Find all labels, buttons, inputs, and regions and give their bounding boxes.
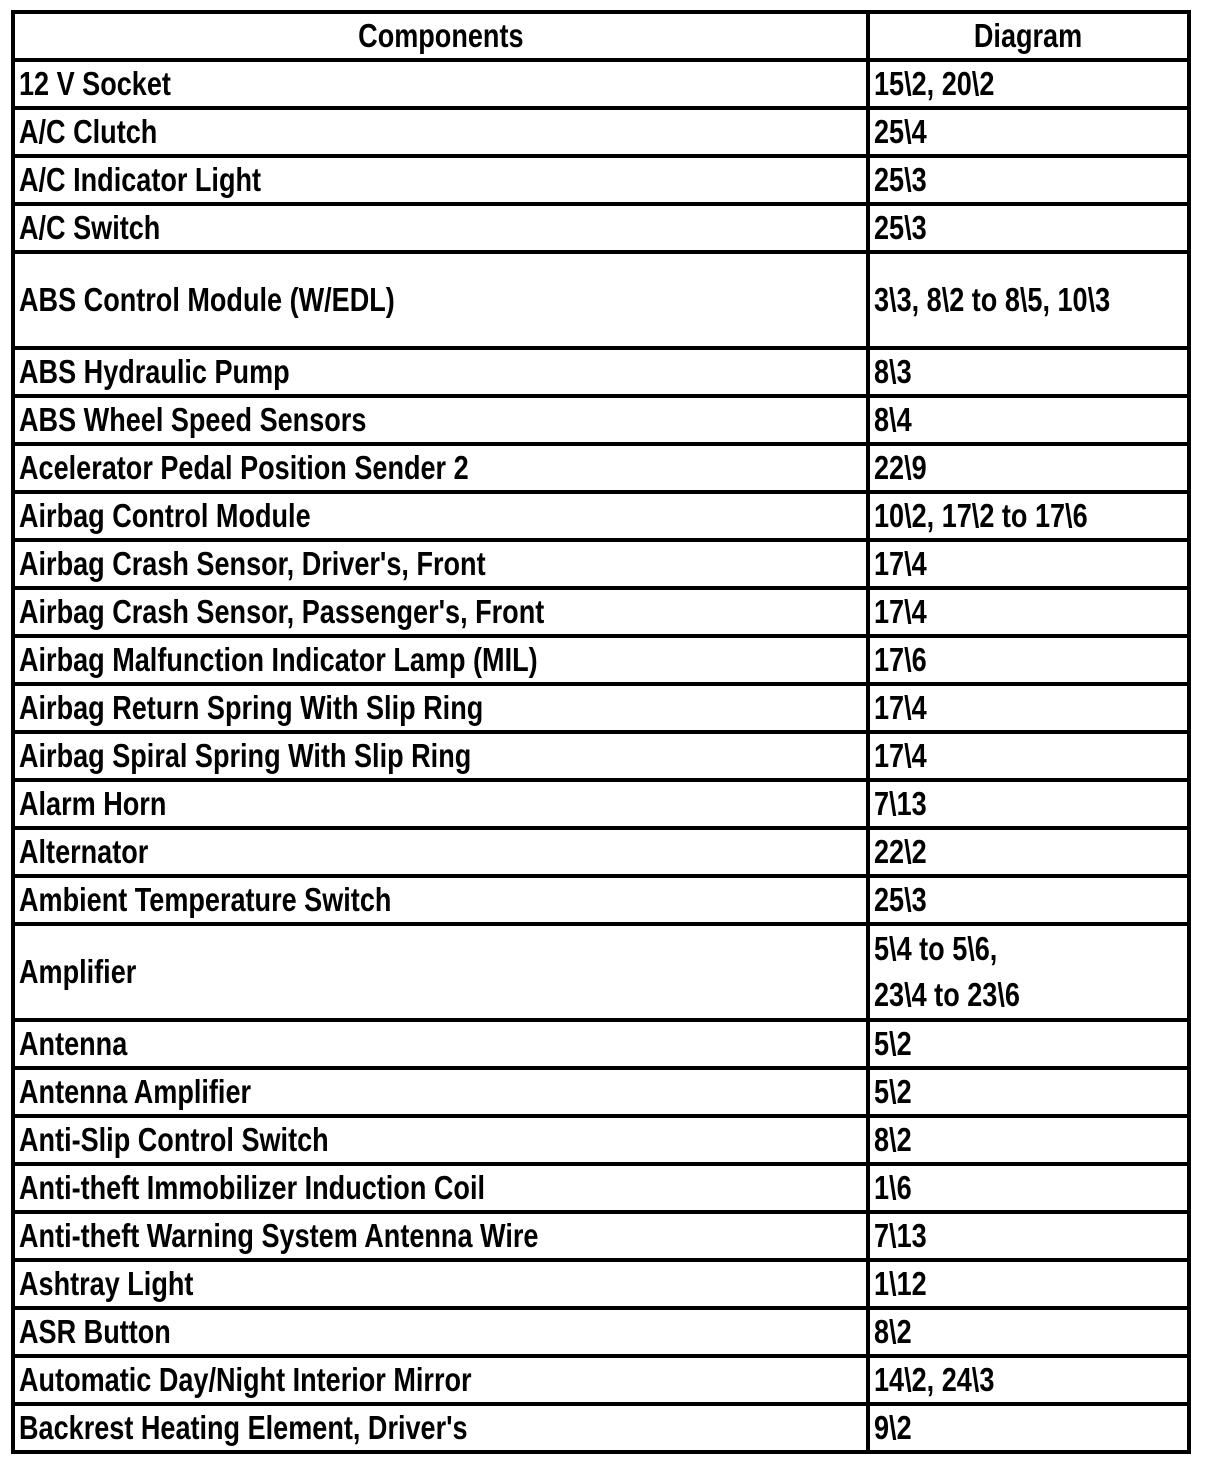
- component-cell: Anti-Slip Control Switch: [13, 1116, 868, 1164]
- component-cell: Alternator: [13, 828, 868, 876]
- components-table-wrapper: [11, 10, 1187, 1454]
- table-row: [13, 1164, 1189, 1212]
- table-row: [13, 876, 1189, 924]
- component-cell: ABS Hydraulic Pump: [13, 348, 868, 396]
- table-row: [13, 348, 1189, 396]
- diagram-cell: 17\4: [868, 684, 1189, 732]
- diagram-cell: 22\2: [868, 828, 1189, 876]
- diagram-cell: 25\3: [868, 156, 1189, 204]
- diagram-cell: 25\3: [868, 876, 1189, 924]
- component-cell: Automatic Day/Night Interior Mirror: [13, 1356, 868, 1404]
- component-cell: A/C Indicator Light: [13, 156, 868, 204]
- component-cell: Airbag Crash Sensor, Driver's, Front: [13, 540, 868, 588]
- diagram-cell: 5\2: [868, 1068, 1189, 1116]
- component-cell: Amplifier: [13, 924, 868, 1020]
- table-row: [13, 1068, 1189, 1116]
- component-cell: A/C Switch: [13, 204, 868, 252]
- table-row: [13, 156, 1189, 204]
- table-row: [13, 1356, 1189, 1404]
- component-cell: Antenna: [13, 1020, 868, 1068]
- column-header-components: Components: [13, 12, 868, 60]
- component-cell: ABS Control Module (W/EDL): [13, 252, 868, 348]
- component-cell: A/C Clutch: [13, 108, 868, 156]
- diagram-cell: 17\4: [868, 588, 1189, 636]
- table-row: [13, 780, 1189, 828]
- table-row: [13, 588, 1189, 636]
- component-cell: 12 V Socket: [13, 60, 868, 108]
- component-cell: ASR Button: [13, 1308, 868, 1356]
- component-cell: Airbag Control Module: [13, 492, 868, 540]
- table-row: [13, 252, 1189, 348]
- component-cell: Airbag Return Spring With Slip Ring: [13, 684, 868, 732]
- component-cell: Ambient Temperature Switch: [13, 876, 868, 924]
- table-row: [13, 1020, 1189, 1068]
- diagram-cell: 17\6: [868, 636, 1189, 684]
- table-row: [13, 828, 1189, 876]
- component-cell: Anti-theft Warning System Antenna Wire: [13, 1212, 868, 1260]
- table-row: [13, 396, 1189, 444]
- component-cell: Backrest Heating Element, Driver's: [13, 1404, 868, 1452]
- component-cell: Airbag Spiral Spring With Slip Ring: [13, 732, 868, 780]
- diagram-cell-line: 5\4 to 5\6,: [874, 930, 998, 967]
- diagram-cell: 17\4: [868, 732, 1189, 780]
- diagram-cell: 7\13: [868, 780, 1189, 828]
- components-diagram-table: [11, 10, 1191, 1454]
- diagram-cell-line: 23\4 to 23\6: [874, 976, 1020, 1013]
- diagram-cell: 9\2: [868, 1404, 1189, 1452]
- table-row: [13, 108, 1189, 156]
- diagram-cell: 1\6: [868, 1164, 1189, 1212]
- diagram-cell: 25\4: [868, 108, 1189, 156]
- diagram-cell: 25\3: [868, 204, 1189, 252]
- table-row: [13, 1260, 1189, 1308]
- diagram-cell: 10\2, 17\2 to 17\6: [868, 492, 1189, 540]
- component-cell: Airbag Malfunction Indicator Lamp (MIL): [13, 636, 868, 684]
- table-row: [13, 1308, 1189, 1356]
- diagram-cell: 17\4: [868, 540, 1189, 588]
- component-cell: Anti-theft Immobilizer Induction Coil: [13, 1164, 868, 1212]
- component-cell: ABS Wheel Speed Sensors: [13, 396, 868, 444]
- table-row: [13, 1116, 1189, 1164]
- table-row: [13, 636, 1189, 684]
- diagram-cell: 8\2: [868, 1308, 1189, 1356]
- table-row: [13, 60, 1189, 108]
- diagram-cell: 1\12: [868, 1260, 1189, 1308]
- component-cell: Acelerator Pedal Position Sender 2: [13, 444, 868, 492]
- component-cell: Alarm Horn: [13, 780, 868, 828]
- table-row: [13, 732, 1189, 780]
- diagram-cell: 8\4: [868, 396, 1189, 444]
- diagram-cell: 22\9: [868, 444, 1189, 492]
- component-cell: Ashtray Light: [13, 1260, 868, 1308]
- table-row: [13, 684, 1189, 732]
- diagram-cell: 8\2: [868, 1116, 1189, 1164]
- table-row: [13, 1404, 1189, 1452]
- component-cell: Airbag Crash Sensor, Passenger's, Front: [13, 588, 868, 636]
- diagram-cell: 3\3, 8\2 to 8\5, 10\3: [868, 252, 1189, 348]
- table-row: [13, 444, 1189, 492]
- diagram-cell: 8\3: [868, 348, 1189, 396]
- diagram-cell: 15\2, 20\2: [868, 60, 1189, 108]
- table-header-row: [13, 12, 1189, 60]
- table-row: [13, 1212, 1189, 1260]
- diagram-cell: 5\2: [868, 1020, 1189, 1068]
- diagram-cell: [868, 924, 1189, 1020]
- table-row: [13, 540, 1189, 588]
- diagram-cell: 7\13: [868, 1212, 1189, 1260]
- column-header-diagram: Diagram: [868, 12, 1189, 60]
- diagram-cell: 14\2, 24\3: [868, 1356, 1189, 1404]
- table-row: [13, 924, 1189, 1020]
- table-row: [13, 204, 1189, 252]
- table-row: [13, 492, 1189, 540]
- component-cell: Antenna Amplifier: [13, 1068, 868, 1116]
